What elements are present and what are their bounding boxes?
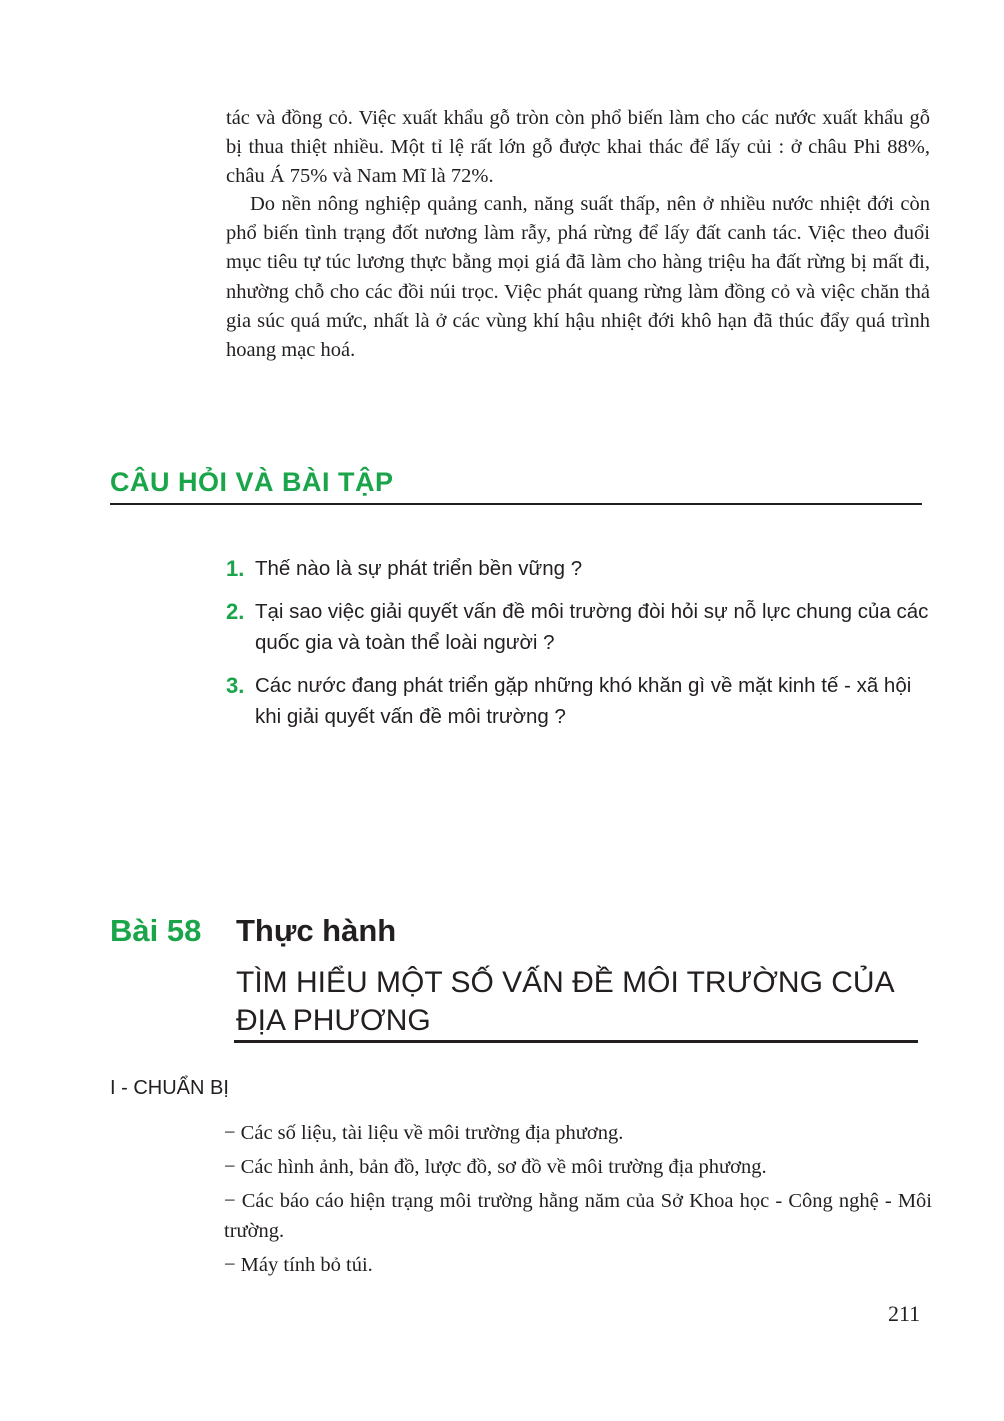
- lesson-kind: Thực hành: [236, 913, 397, 948]
- question-item: [226, 596, 936, 658]
- question-text: Thế nào là sự phát triển bền vững ?: [255, 557, 583, 580]
- list-item: − Các hình ảnh, bản đồ, lược đồ, sơ đồ về môi trường địa phương.: [224, 1156, 767, 1178]
- heading-underline: [110, 503, 922, 505]
- body-paragraph: Do nền nông nghiệp quảng canh, năng suất thấp, nên ở nhiều nước nhiệt đới còn phổ biến tình trạng đốt nương làm rẫy, phá rừng để lấy đất canh tác. Việc theo đuổi mục tiêu tự túc lương thực bằng mọi giá đã làm cho hàng triệu ha đất rừng bị mất đi, nhường chỗ cho các đồi núi trọc. Việc phát quang rừng làm đồng cỏ và việc chăn thả gia súc quá mức, nhất là ở các vùng khí hậu nhiệt đới khô hạn đã thúc đẩy quá trình hoang mạc hoá.: [226, 193, 930, 362]
- body-paragraph: tác và đồng cỏ. Việc xuất khẩu gỗ tròn còn phổ biến làm cho các nước xuất khẩu gỗ bị thua thiệt nhiều. Một tỉ lệ rất lớn gỗ được khai thác để lấy củi : ở châu Phi 88%, châu Á 75% và Nam Mĩ là 72%.: [226, 107, 930, 188]
- questions-heading: CÂU HỎI VÀ BÀI TẬP: [110, 467, 394, 497]
- question-item: [226, 553, 936, 584]
- question-number: 2.: [226, 599, 245, 624]
- section-heading: I - CHUẨN BỊ: [110, 1077, 229, 1099]
- question-item: [226, 670, 936, 732]
- lesson-title-underline: [234, 1040, 918, 1043]
- question-text: Các nước đang phát triển gặp những khó khăn gì về mặt kinh tế - xã hội khi giải quyết vấn đề môi trường ?: [255, 674, 912, 728]
- question-number: 1.: [226, 556, 245, 581]
- question-text: Tại sao việc giải quyết vấn đề môi trường đòi hỏi sự nỗ lực chung của các quốc gia và toàn thể loài người ?: [255, 600, 929, 654]
- list-item: − Các báo cáo hiện trạng môi trường hằng năm của Sở Khoa học - Công nghệ - Môi trường.: [224, 1190, 932, 1242]
- question-number: 3.: [226, 673, 245, 698]
- list-item: − Máy tính bỏ túi.: [224, 1254, 373, 1276]
- lesson-title: TÌM HIỂU MỘT SỐ VẤN ĐỀ MÔI TRƯỜNG CỦA ĐỊA PHƯƠNG: [236, 966, 893, 1037]
- list-item: − Các số liệu, tài liệu về môi trường địa phương.: [224, 1122, 624, 1144]
- page-number: 211: [888, 1301, 921, 1326]
- lesson-number: Bài 58: [110, 913, 202, 948]
